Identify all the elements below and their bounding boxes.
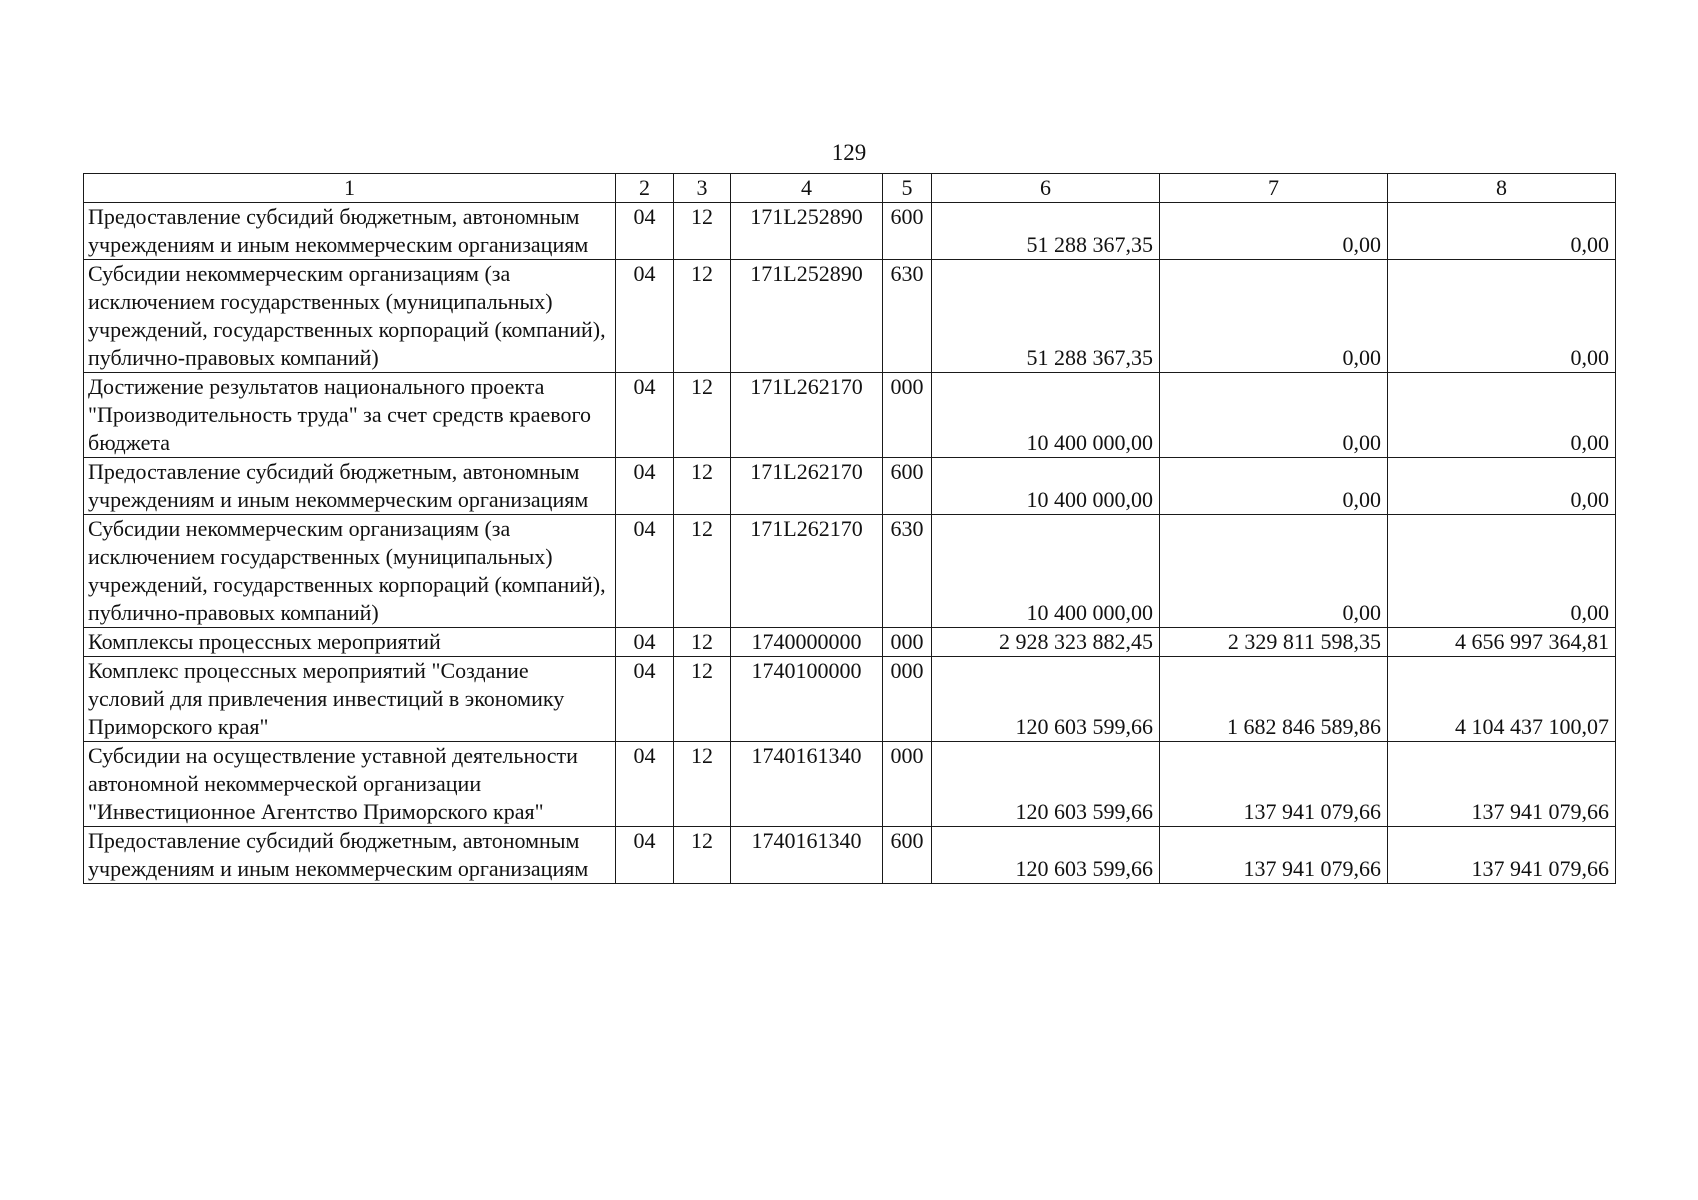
- column-header: 3: [674, 174, 731, 203]
- target-article-code: 171L252890: [731, 260, 883, 373]
- expense-type-code: 600: [883, 827, 932, 884]
- column-header: 8: [1388, 174, 1616, 203]
- section-code: 04: [616, 203, 674, 260]
- target-article-code: 1740161340: [731, 827, 883, 884]
- column-header: 6: [932, 174, 1160, 203]
- table-row: [84, 458, 1616, 515]
- expense-type-code: 630: [883, 260, 932, 373]
- amount-col8: 0,00: [1388, 515, 1616, 628]
- target-article-code: 1740000000: [731, 628, 883, 657]
- section-code: 04: [616, 657, 674, 742]
- expense-type-code: 000: [883, 373, 932, 458]
- table-row: [84, 515, 1616, 628]
- subsection-code: 12: [674, 628, 731, 657]
- row-name: Предоставление субсидий бюджетным, автономным учреждениям и иным некоммерческим организациям: [84, 458, 616, 515]
- section-code: 04: [616, 373, 674, 458]
- amount-col6: 120 603 599,66: [932, 742, 1160, 827]
- target-article-code: 171L252890: [731, 203, 883, 260]
- amount-col8: 0,00: [1388, 373, 1616, 458]
- amount-col6: 120 603 599,66: [932, 657, 1160, 742]
- section-code: 04: [616, 742, 674, 827]
- target-article-code: 171L262170: [731, 373, 883, 458]
- amount-col6: 2 928 323 882,45: [932, 628, 1160, 657]
- section-code: 04: [616, 515, 674, 628]
- row-name: Предоставление субсидий бюджетным, автономным учреждениям и иным некоммерческим организациям: [84, 203, 616, 260]
- expense-type-code: 600: [883, 203, 932, 260]
- target-article-code: 171L262170: [731, 515, 883, 628]
- target-article-code: 171L262170: [731, 458, 883, 515]
- page-number: 129: [831, 140, 867, 165]
- expense-type-code: 000: [883, 628, 932, 657]
- amount-col7: 137 941 079,66: [1160, 827, 1388, 884]
- section-code: 04: [616, 260, 674, 373]
- amount-col8: 137 941 079,66: [1388, 827, 1616, 884]
- amount-col6: 51 288 367,35: [932, 260, 1160, 373]
- subsection-code: 12: [674, 260, 731, 373]
- table-row: [84, 742, 1616, 827]
- table-row: [84, 203, 1616, 260]
- amount-col7: 0,00: [1160, 260, 1388, 373]
- target-article-code: 1740100000: [731, 657, 883, 742]
- section-code: 04: [616, 628, 674, 657]
- expense-type-code: 000: [883, 657, 932, 742]
- section-code: 04: [616, 458, 674, 515]
- amount-col7: 2 329 811 598,35: [1160, 628, 1388, 657]
- amount-col7: 0,00: [1160, 373, 1388, 458]
- amount-col6: 10 400 000,00: [932, 373, 1160, 458]
- amount-col8: 4 656 997 364,81: [1388, 628, 1616, 657]
- amount-col7: 137 941 079,66: [1160, 742, 1388, 827]
- amount-col7: 0,00: [1160, 515, 1388, 628]
- row-name: Комплекс процессных мероприятий "Создание условий для привлечения инвестиций в экономику Приморского края": [84, 657, 616, 742]
- subsection-code: 12: [674, 827, 731, 884]
- subsection-code: 12: [674, 742, 731, 827]
- budget-table: [83, 173, 1616, 884]
- amount-col8: 137 941 079,66: [1388, 742, 1616, 827]
- amount-col7: 0,00: [1160, 203, 1388, 260]
- column-header: 2: [616, 174, 674, 203]
- amount-col8: 0,00: [1388, 458, 1616, 515]
- table-row: [84, 628, 1616, 657]
- table-row: [84, 827, 1616, 884]
- amount-col6: 10 400 000,00: [932, 515, 1160, 628]
- column-header: 5: [883, 174, 932, 203]
- row-name: Субсидии некоммерческим организациям (за исключением государственных (муниципальных) учреждений, государственных корпораций (компаний), публично-правовых компаний): [84, 515, 616, 628]
- amount-col6: 120 603 599,66: [932, 827, 1160, 884]
- expense-type-code: 630: [883, 515, 932, 628]
- subsection-code: 12: [674, 458, 731, 515]
- amount-col7: 1 682 846 589,86: [1160, 657, 1388, 742]
- table-header-row: [84, 174, 1616, 203]
- subsection-code: 12: [674, 515, 731, 628]
- expense-type-code: 000: [883, 742, 932, 827]
- row-name: Субсидии некоммерческим организациям (за исключением государственных (муниципальных) учреждений, государственных корпораций (компаний), публично-правовых компаний): [84, 260, 616, 373]
- amount-col7: 0,00: [1160, 458, 1388, 515]
- table-row: [84, 260, 1616, 373]
- amount-col8: 0,00: [1388, 203, 1616, 260]
- subsection-code: 12: [674, 373, 731, 458]
- amount-col8: 0,00: [1388, 260, 1616, 373]
- subsection-code: 12: [674, 657, 731, 742]
- column-header: 1: [84, 174, 616, 203]
- target-article-code: 1740161340: [731, 742, 883, 827]
- section-code: 04: [616, 827, 674, 884]
- table-row: [84, 657, 1616, 742]
- column-header: 4: [731, 174, 883, 203]
- amount-col6: 51 288 367,35: [932, 203, 1160, 260]
- row-name: Комплексы процессных мероприятий: [84, 628, 616, 657]
- expense-type-code: 600: [883, 458, 932, 515]
- subsection-code: 12: [674, 203, 731, 260]
- column-header: 7: [1160, 174, 1388, 203]
- table-row: [84, 373, 1616, 458]
- row-name: Предоставление субсидий бюджетным, автономным учреждениям и иным некоммерческим организациям: [84, 827, 616, 884]
- row-name: Достижение результатов национального проекта "Производительность труда" за счет средств краевого бюджета: [84, 373, 616, 458]
- amount-col8: 4 104 437 100,07: [1388, 657, 1616, 742]
- row-name: Субсидии на осуществление уставной деятельности автономной некоммерческой организации "Инвестиционное Агентство Приморского края": [84, 742, 616, 827]
- amount-col6: 10 400 000,00: [932, 458, 1160, 515]
